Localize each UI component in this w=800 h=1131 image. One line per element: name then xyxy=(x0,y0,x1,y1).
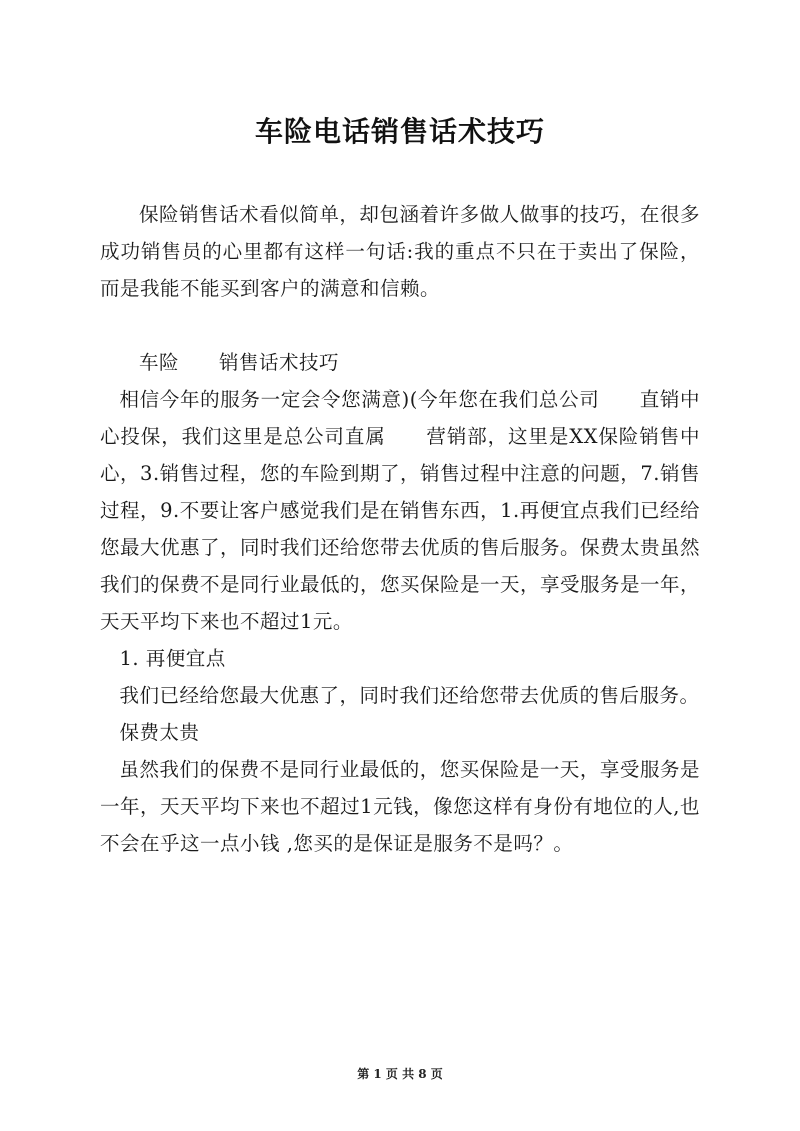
intro-paragraph: 保险销售话术看似简单，却包涵着许多做人做事的技巧，在很多成功销售员的心里都有这样一句话:我的重点不只在于卖出了保险，而是我能不能买到客户的满意和信赖。 xyxy=(100,203,700,300)
subheading-cheaper: 1. 再便宜点 xyxy=(119,647,226,670)
body-paragraph: 虽然我们的保费不是同行业最低的，您买保险是一天，享受服务是一年，天天平均下来也不超过1元钱，像您这样有身份有地位的人,也不会在乎这一点小钱 ,您买的是保证是服务不是吗？。 xyxy=(100,758,700,855)
body-paragraph: 我们已经给您最大优惠了，同时我们还给您带去优质的售后服务。 xyxy=(119,684,700,707)
section-heading: 车险 销售话术技巧 xyxy=(139,351,340,374)
document-title: 车险电话销售话术技巧 xyxy=(254,115,545,148)
subheading-expensive: 保费太贵 xyxy=(119,721,200,744)
page-footer: 第 1 页 共 8 页 xyxy=(357,1067,443,1081)
document-body xyxy=(100,196,700,862)
paragraph-spacer xyxy=(100,307,700,344)
body-paragraph: 相信今年的服务一定会令您满意)(今年您在我们总公司 直销中心投保，我们这里是总公司直属 营销部，这里是XX保险销售中心，3.销售过程，您的车险到期了，销售过程中注意的问题，7.销售过程，9.不要让客户感觉我们是在销售东西，1.再便宜点我们已经给您最大优惠了，同时我们还给您带去优质的售后服务。保费太贵虽然我们的保费不是同行业最低的，您买保险是一天，享受服务是一年，天天平均下来也不超过1元。 xyxy=(100,388,701,633)
